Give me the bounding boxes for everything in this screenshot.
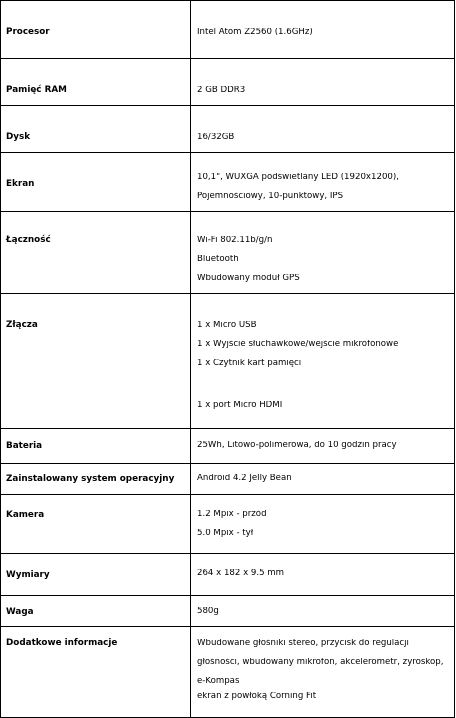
value-line: e-Kompas: [197, 677, 240, 686]
label-procesor: Procesor: [1, 1, 191, 59]
value-zlacza: [191, 294, 455, 429]
value-line: 580g: [197, 607, 219, 616]
value-system-operacyjny: [191, 464, 455, 495]
label-wymiary: Wymiary: [1, 554, 191, 596]
value-wymiary: [191, 554, 455, 596]
value-line: 1 x Wyjście słuchawkowe/wejście mikrofonowe: [197, 340, 399, 349]
value-ekran: [191, 153, 455, 212]
value-line: 1 x Micro USB: [197, 321, 257, 330]
row-waga: [1, 596, 455, 627]
value-line: Pojemnościowy, 10-punktowy, IPS: [197, 192, 344, 201]
value-line: głośności, wbudowany mikrofon, akcelerometr, żyroskop,: [197, 658, 444, 667]
value-line: Intel Atom Z2560 (1.6GHz): [197, 28, 313, 37]
value-pamiec-ram: [191, 59, 455, 106]
value-line: 5.0 Mpix - tył: [197, 529, 254, 538]
label-dysk: Dysk: [1, 106, 191, 153]
row-pamiec-ram: [1, 59, 455, 106]
value-line: ekran z powłoką Corning Fit: [197, 692, 317, 701]
value-line: 264 x 182 x 9.5 mm: [197, 569, 285, 578]
value-dysk: [191, 106, 455, 153]
value-line: 1.2 Mpix - przód: [197, 510, 267, 519]
value-kamera: [191, 495, 455, 554]
label-lacznosc: Łączność: [1, 212, 191, 294]
value-line: Bluetooth: [197, 255, 239, 264]
value-line: Wbudowany moduł GPS: [197, 274, 300, 283]
label-kamera: Kamera: [1, 495, 191, 554]
row-system-operacyjny: [1, 464, 455, 495]
value-line: Wi-Fi 802.11b/g/n: [197, 236, 273, 245]
label-dodatkowe-informacje: Dodatkowe informacje: [1, 627, 191, 718]
label-bateria: Bateria: [1, 429, 191, 464]
value-line: 25Wh, Litowo-polimerowa, do 10 godzin pracy: [197, 441, 397, 450]
row-zlacza: [1, 294, 455, 429]
row-dodatkowe-informacje: [1, 627, 455, 718]
row-procesor: [1, 1, 455, 59]
label-pamiec-ram: Pamięć RAM: [1, 59, 191, 106]
value-line: 2 GB DDR3: [197, 86, 246, 95]
row-bateria: [1, 429, 455, 464]
row-kamera: [1, 495, 455, 554]
label-waga: Waga: [1, 596, 191, 627]
value-line: Android 4.2 Jelly Bean: [197, 474, 292, 483]
value-procesor: [191, 1, 455, 59]
label-zlacza: Złącza: [1, 294, 191, 429]
row-lacznosc: [1, 212, 455, 294]
value-bateria: [191, 429, 455, 464]
value-line: 1 x Czytnik kart pamięci: [197, 359, 302, 368]
value-line: 10,1", WUXGA podświetlany LED (1920x1200),: [197, 173, 399, 182]
value-line: Wbudowane głośniki stereo, przycisk do regulacji: [197, 639, 409, 648]
label-ekran: Ekran: [1, 153, 191, 212]
value-lacznosc: [191, 212, 455, 294]
value-line: [197, 378, 454, 401]
value-dodatkowe-informacje: [191, 627, 455, 718]
value-line: 16/32GB: [197, 133, 235, 142]
value-waga: [191, 596, 455, 627]
label-system-operacyjny: Zainstalowany system operacyjny: [1, 464, 191, 495]
row-dysk: [1, 106, 455, 153]
row-wymiary: [1, 554, 455, 596]
row-ekran: [1, 153, 455, 212]
value-line: 1 x port Micro HDMI: [197, 401, 283, 410]
